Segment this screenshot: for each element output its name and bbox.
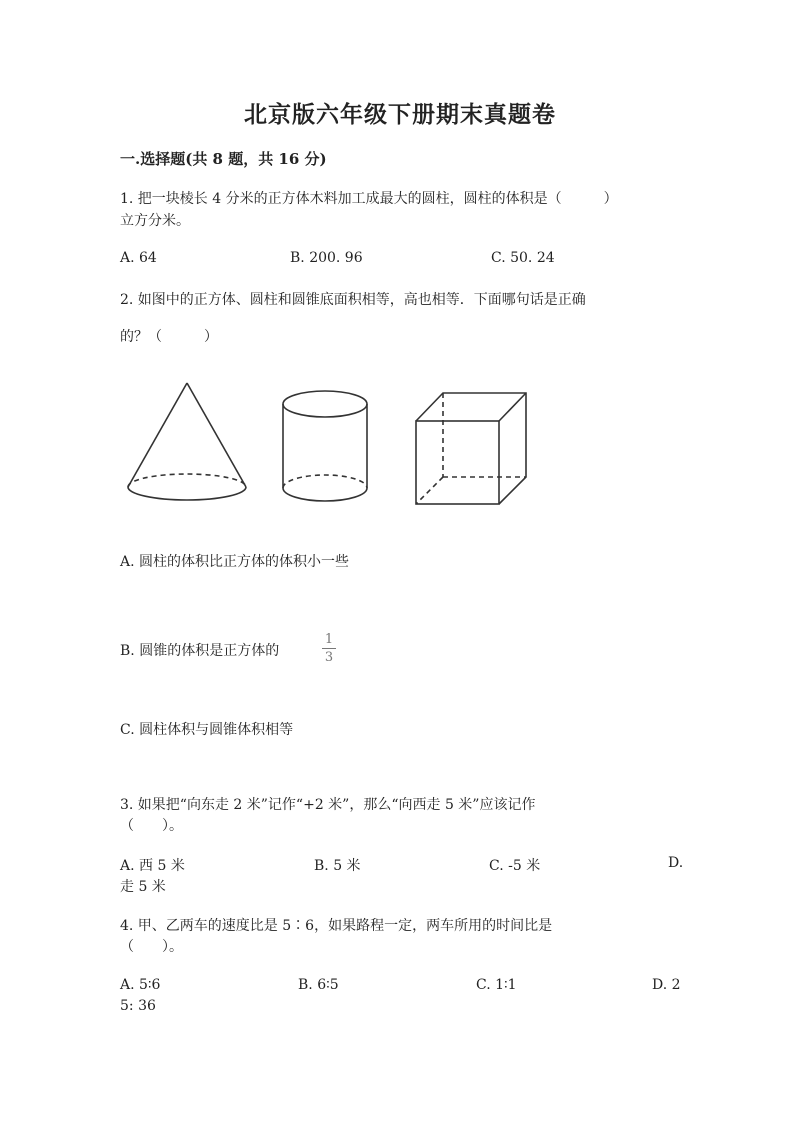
- fraction-denominator: 3: [324, 650, 334, 665]
- question-4-option-b: B. 6∶5: [298, 977, 339, 993]
- fraction-one-third: [322, 632, 336, 665]
- question-1-option-c: C. 50. 24: [491, 250, 555, 266]
- question-4-option-a: A. 5∶6: [120, 977, 161, 993]
- question-3-option-d-cont: 走 5 米: [120, 879, 166, 895]
- cube-figure: [416, 393, 526, 504]
- cylinder-figure: [283, 391, 367, 501]
- question-1-line-1: 1. 把一块棱长 4 分米的正方体木料加工成最大的圆柱，圆柱的体积是（ ）: [120, 191, 618, 207]
- question-3-line-1: 3. 如果把“向东走 2 米”记作“+2 米”，那么“向西走 5 米”应该记作: [120, 797, 536, 813]
- question-3-line-2: （ ）。: [120, 818, 183, 834]
- question-1-line-2: 立方分米。: [120, 213, 190, 229]
- question-2-option-b: B. 圆锥的体积是正方体的: [120, 643, 280, 659]
- question-3-option-a: A. 西 5 米: [120, 858, 185, 874]
- question-2-option-a: A. 圆柱的体积比正方体的体积小一些: [120, 554, 350, 570]
- fraction-numerator: 1: [324, 632, 334, 647]
- question-4-option-d: D. 2: [652, 977, 681, 993]
- question-4-option-c: C. 1∶1: [476, 977, 517, 993]
- question-3-option-c: C. -5 米: [489, 858, 541, 874]
- question-3-option-d: D.: [668, 855, 684, 871]
- cone-figure: [128, 383, 246, 500]
- question-2-line-2: 的？（ ）: [120, 329, 218, 345]
- page-title: 北京版六年级下册期末真题卷: [244, 101, 556, 128]
- question-4-line-2: （ ）。: [120, 939, 183, 955]
- question-4-line-1: 4. 甲、乙两车的速度比是 5∶6，如果路程一定，两车所用的时间比是: [120, 918, 553, 934]
- question-2-line-1: 2. 如图中的正方体、圆柱和圆锥底面积相等，高也相等．下面哪句话是正确: [120, 292, 586, 308]
- question-2-option-c: C. 圆柱体积与圆锥体积相等: [120, 722, 294, 738]
- section-heading: 一.选择题(共 8 题，共 16 分): [120, 150, 327, 168]
- question-3-option-b: B. 5 米: [314, 858, 361, 874]
- question-1-option-b: B. 200. 96: [290, 250, 363, 266]
- question-1-option-a: A. 64: [120, 250, 157, 266]
- question-4-option-d-cont: 5: 36: [120, 998, 156, 1014]
